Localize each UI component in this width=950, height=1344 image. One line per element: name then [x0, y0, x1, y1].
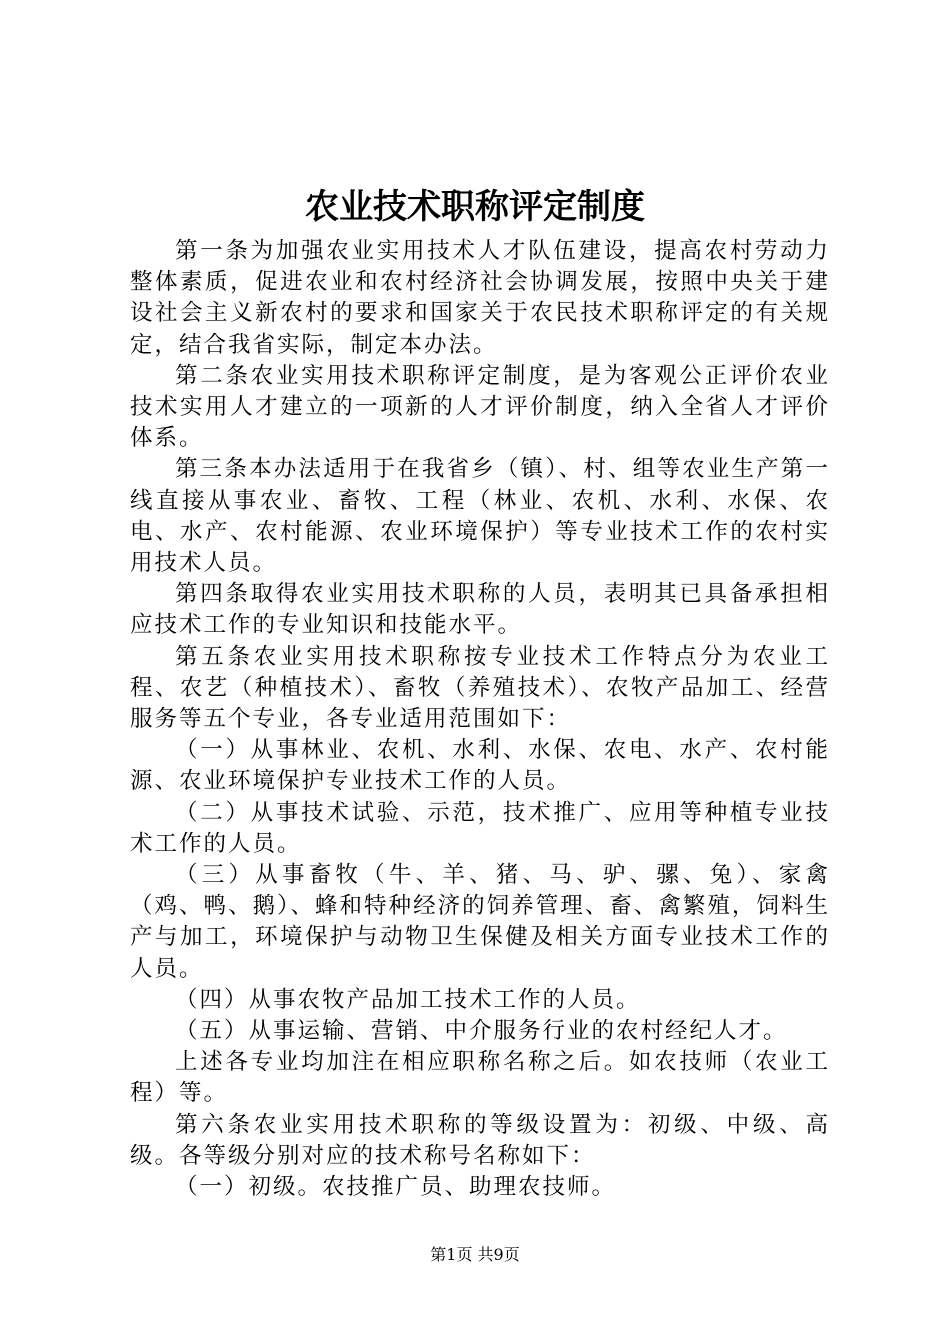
paragraph-item-1: （一）从事林业、农机、水利、水保、农电、水产、农村能源、农业环境保护专业技术工作的人员。	[130, 737, 830, 795]
document-body	[130, 236, 830, 1203]
paragraph-article-1: 第一条为加强农业实用技术人才队伍建设，提高农村劳动力整体素质，促进农业和农村经济社会协调发展，按照中央关于建设社会主义新农村的要求和国家关于农民技术职称评定的有关规定，结合我省实际，制定本办法。	[130, 238, 830, 358]
paragraph-item-2: （二）从事技术试验、示范，技术推广、应用等种植专业技术工作的人员。	[130, 799, 830, 857]
paragraph-article-4: 第四条取得农业实用技术职称的人员，表明其已具备承担相应技术工作的专业知识和技能水平。	[130, 581, 830, 639]
paragraph-item-3: （三）从事畜牧（牛、羊、猪、马、驴、骡、兔）、家禽（鸡、鸭、鹅）、蜂和特种经济的饲养管理、畜、禽繁殖，饲料生产与加工，环境保护与动物卫生保健及相关方面专业技术工作的人员。	[130, 862, 830, 982]
paragraph-item-4: （四）从事农牧产品加工技术工作的人员。	[175, 986, 641, 1013]
paragraph-article-5: 第五条农业实用技术职称按专业技术工作特点分为农业工程、农艺（种植技术）、畜牧（养殖技术）、农牧产品加工、经营服务等五个专业，各专业适用范围如下：	[130, 643, 830, 733]
paragraph-article-2: 第二条农业实用技术职称评定制度，是为客观公正评价农业技术实用人才建立的一项新的人才评价制度，纳入全省人才评价体系。	[130, 362, 830, 452]
page-indicator: 第1页 共9页	[430, 1245, 520, 1264]
paragraph-article-3: 第三条本办法适用于在我省乡（镇）、村、组等农业生产第一线直接从事农业、畜牧、工程（林业、农机、水利、水保、农电、水产、农村能源、农业环境保护）等专业技术工作的农村实用技术人员。	[130, 456, 830, 577]
document-title: 农业技术职称评定制度	[305, 187, 645, 227]
paragraph-note: 上述各专业均加注在相应职称名称之后。如农技师（农业工程）等。	[130, 1049, 830, 1107]
paragraph-article-6: 第六条农业实用技术职称的等级设置为：初级、中级、高级。各等级分别对应的技术称号名称如下：	[130, 1111, 830, 1169]
paragraph-item-5: （五）从事运输、营销、中介服务行业的农村经纪人才。	[175, 1018, 788, 1045]
paragraph-level-1: （一）初级。农技推广员、助理农技师。	[175, 1174, 617, 1201]
